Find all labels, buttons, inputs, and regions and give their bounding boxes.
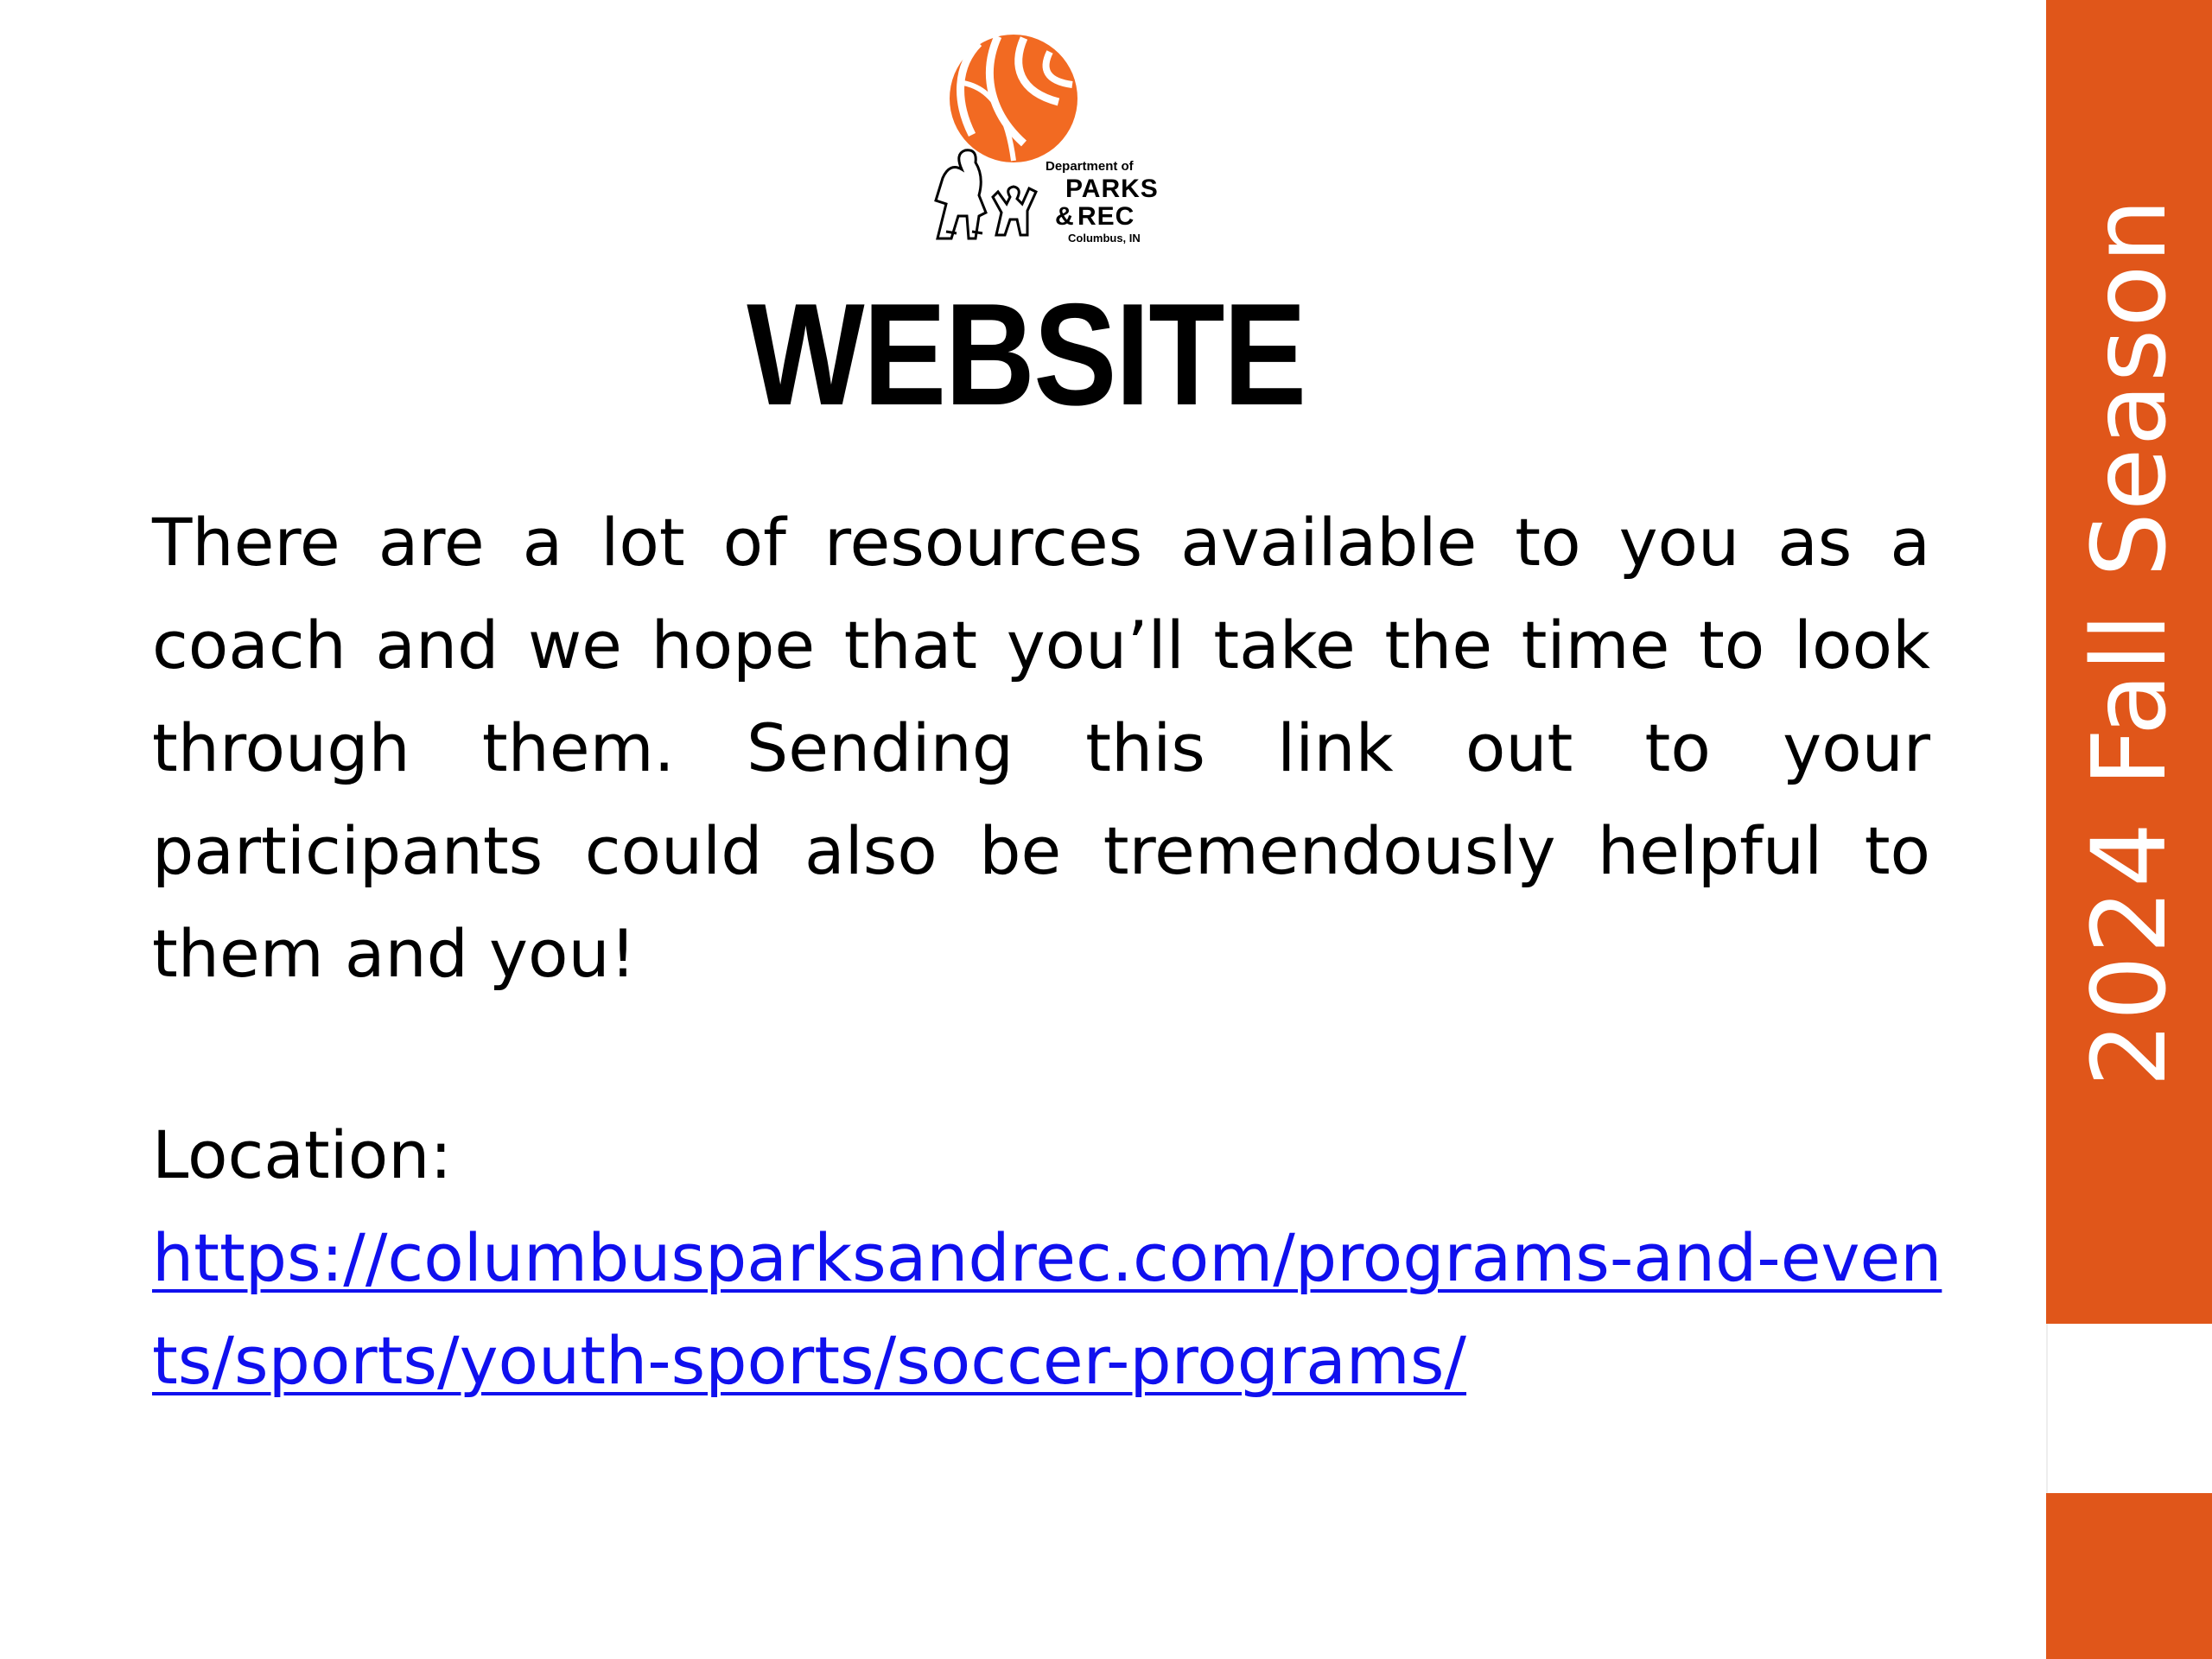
body-paragraph: There are a lot of resources available to you as a coach and we hope that you’ll take the time to look through them. Sending this link out to your participants could also be tremendously helpful to them and you! [152,504,1930,992]
sidebar-divider [2046,1324,2048,1493]
sidebar-band-bottom [2046,1493,2212,1659]
season-label: 2024 Fall Season [2069,196,2189,1088]
logo-ampersand-text: & [1055,202,1074,231]
slide-title: WEBSITE [747,273,1306,435]
logo-rec-text: REC [1077,202,1135,231]
location-link[interactable]: https://columbusparksandrec.com/programs-and-events/sports/youth-sports/soccer-programs/ [152,1219,1942,1399]
location-label: Location: [152,1116,453,1193]
logo-city-text: Columbus, IN [1068,232,1141,245]
parks-rec-logo [912,31,1188,261]
logo-parks-text: PARKS [1065,175,1159,203]
logo-department-text: Department of [1046,159,1134,174]
logo-ball-icon [912,31,1188,261]
